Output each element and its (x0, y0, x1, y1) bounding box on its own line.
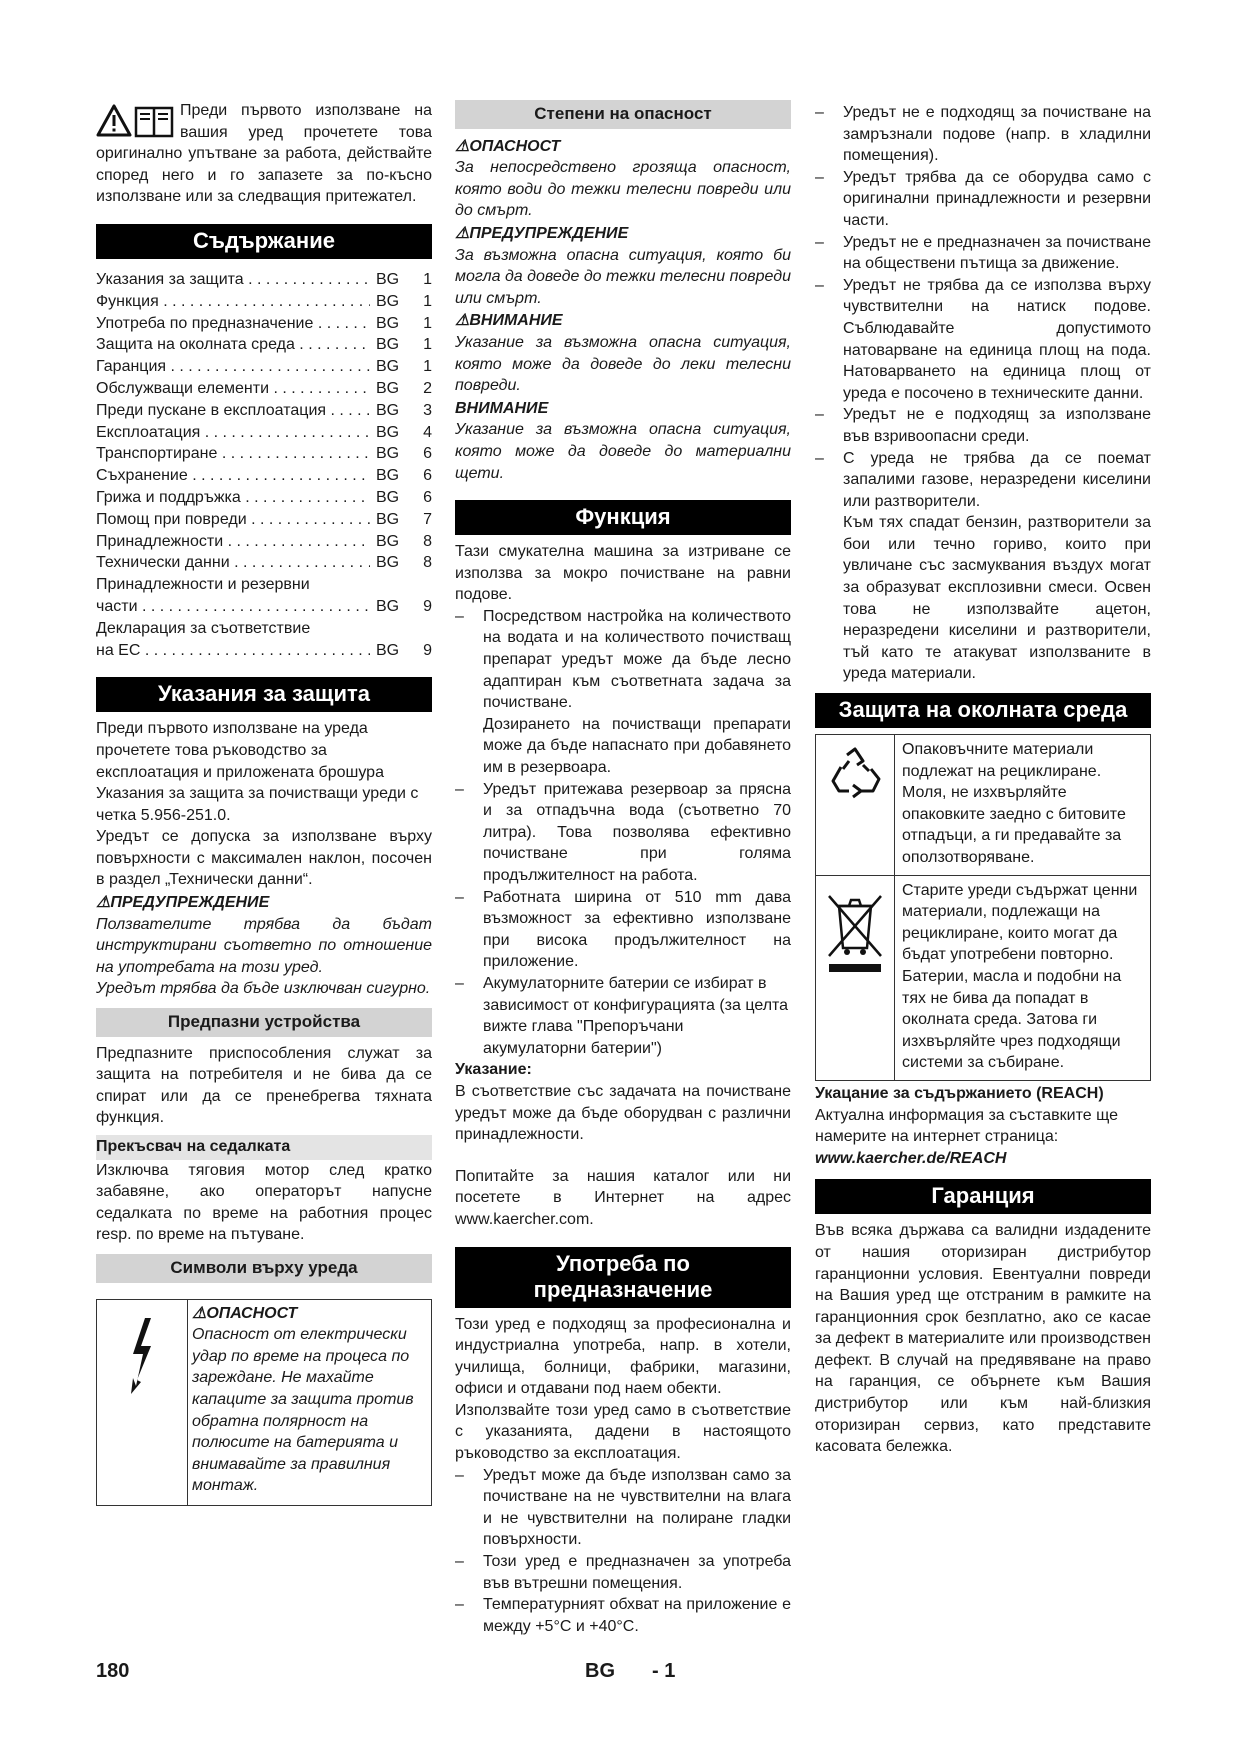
toc-entry-page: 1 (423, 270, 432, 288)
usage-list-1 (455, 1465, 791, 1638)
toc-entry-label: Технически данни . . . (96, 552, 370, 574)
list-item: – Уредът не е подходящ за използване във взривоопасни среди. (815, 404, 1151, 447)
toc-entry-code: BG (370, 487, 406, 509)
warranty-text: Във всяка държава са валидни издадените от нашия оторизиран дистрибутор гаранционни условия. Евентуални повреди на Вашия уред ще отстраним в рамките на гаранционния срок безплатно, ако се касае за дефект в материалите или производствен дефект. В случай на предявяване на право на гаранция, се обърнете към Вашия дистрибутор или към най-близкия оторизиран сервиз, като представите касовата бележка. (815, 1222, 1151, 1456)
toc-entry-code: BG (370, 269, 406, 291)
toc-entry-code: BG (370, 465, 406, 487)
toc-entry-label: Употреба по предназначение . . . (96, 313, 370, 335)
toc-heading: Съдържание (96, 224, 432, 259)
symbols-box (96, 1299, 432, 1506)
old-devices-text: Старите уреди съдържат ценни материали, подлежащи на рециклиране, които могат да бъдат употребени повторно. Батерии, масла и подобни на тях не бива да попадат в околната среда. Затова ги изхвърляйте чрез подходящи системи за събиране. (895, 875, 1151, 1080)
reach-text: Актуална информация за съставките ще намерите на интернет страница: (815, 1106, 1118, 1146)
footer-page: - 1 (652, 1660, 676, 1682)
toc-entry-code: BG (370, 400, 406, 422)
warning-triangle-icon: ⚠ (96, 894, 111, 912)
toc-entry-label: Защита на околната среда . . . (96, 334, 370, 356)
reach-link[interactable]: www.kaercher.de/REACH (815, 1149, 1007, 1167)
function-heading: Функция (455, 500, 791, 535)
manual-book-icon (136, 108, 172, 136)
devices-heading: Предпазни устройства (96, 1008, 432, 1037)
toc-entry[interactable] (96, 400, 432, 422)
toc-entry-code: BG (370, 313, 406, 335)
recycling-icon (823, 745, 887, 809)
toc-entry-label: Транспортиране . . . (96, 443, 370, 465)
toc-entry-label: Гаранция . . . (96, 356, 370, 378)
reach-heading: Укацание за съдържанието (REACH) (815, 1084, 1104, 1102)
toc-entry-page: 6 (423, 467, 432, 485)
danger-level-4: ВНИМАНИЕ Указание за възможна опасна ситуация, която може да доведе до материални щети. (455, 399, 791, 482)
toc-entry-code: BG (370, 443, 406, 465)
usage-heading: Употреба по предназначение (455, 1247, 791, 1308)
list-item: – Уредът трябва да се оборудва само с оригинални принадлежности и резервни части. (815, 167, 1151, 232)
crossed-bin-icon (823, 886, 887, 976)
list-item: – Уредът не е предназначен за почистване на обществени пътища за движение. (815, 232, 1151, 275)
safety-warning-text-1: Ползвателите трябва да бъдат инструктирани съответно по отношение на употребата на този уред. (96, 915, 432, 976)
toc-entry[interactable] (96, 356, 432, 378)
function-intro: Тази смукателна машина за изтриване се използва за мокро почистване на равни подове. (455, 543, 791, 604)
warranty-heading: Гаранция (815, 1179, 1151, 1214)
warning-triangle-icon: ⚠ (455, 312, 470, 330)
list-item: – Акумулаторните батерии се избират в зависимост от конфигурацията (за целта вижте глава "Препоръчани акумулаторни батерии") (455, 973, 791, 1059)
toc-entry-label-line1: Принадлежности и резервни (96, 576, 310, 594)
safety-heading: Указания за защита (96, 677, 432, 712)
environment-table (815, 734, 1151, 1081)
toc-entry[interactable] (96, 443, 432, 465)
list-item: – Уредът притежава резервоар за прясна и за отпадъчна вода (съответно 70 литра). Това позволява ефективно почистване при голяма продължителност на работа. (455, 779, 791, 887)
symbols-danger-text: Опасност от електрически удар по време на процеса по зареждане. Не махайте капаците за защита против обратна полярност на полюсите на батерията и внимавайте за правилния монтаж. (192, 1326, 414, 1495)
list-item: – С уреда не трябва да се поемат запалими газове, неразредени киселини или разтворители. Към тях спадат бензин, разтворители за бои или течно гориво, които при увличане със засмуквания въздух могат за образуват експлозивни смеси. Освен това не използвайте ацетон, неразредени киселини и разтворители, тъй като те атакуват използваните в уреда материали. (815, 448, 1151, 686)
function-catalog: Попитайте за нашия каталог или ни посетете в Интернет на адрес www.kaercher.com. (455, 1167, 791, 1228)
toc-entry-page: 1 (423, 292, 432, 310)
list-item: – Уредът не трябва да се използва върху чувствителни на натиск подове. Съблюдавайте допустимото натоварване на единица площ на пода. Натоварването на единица площ от уреда е посочено в техническите данни. (815, 275, 1151, 405)
toc-list (96, 269, 432, 574)
safety-warning-label: ⚠ПРЕДУПРЕЖДЕНИЕ (96, 894, 270, 912)
function-note-label: Указание: (455, 1061, 532, 1079)
warning-triangle-icon: ⚠ (192, 1304, 207, 1322)
toc-entry-code: BG (370, 422, 406, 444)
lightning-icon (127, 1316, 157, 1396)
intro (96, 100, 432, 208)
toc-entry-label: Указания за защита . . . (96, 269, 370, 291)
toc-entry-page: 1 (423, 358, 432, 376)
toc-entry-code: BG (370, 378, 406, 400)
toc-entry-label: Съхранение . . . (96, 465, 370, 487)
toc-entry-page: 9 (423, 641, 432, 659)
lightning-cell (97, 1300, 188, 1505)
warning-triangle-icon: ⚠ (455, 224, 470, 242)
list-item: – Работната ширина от 510 mm дава възможност за ефективно използване при висока продължителност на приложение. (455, 887, 791, 973)
function-note-text: В съответствие със задачата на почистване уредът може да бъде оборудван с различни принадлежности. (455, 1082, 791, 1144)
toc-entry-page: 8 (423, 532, 432, 550)
toc-entry-label: Експлоатация . . . (96, 422, 370, 444)
toc-entry-label: Грижа и поддръжка . . . (96, 487, 370, 509)
toc-entry-label: Преди пускане в експлоатация . . . (96, 400, 370, 422)
list-item: – Посредством настройка на количеството на водата и на количеството почистващ препарат уредът може да бъде лесно адаптиран към съответната задача за почистване. Дозирането на почистващи препарати може да бъде напаснато при добавянето им в резервоара. (455, 606, 791, 779)
toc-entry-page: 1 (423, 336, 432, 354)
column-3 (815, 102, 1151, 1458)
packaging-text: Опаковъчните материали подлежат на рециклиране. Моля, не изхвърляйте опаковките заедно с битовите отпадъци, а ги предавайте за оползотворяване. (895, 735, 1151, 876)
seat-switch-heading: Прекъсвач на седалката (96, 1135, 432, 1160)
warning-triangle-icon (98, 106, 130, 135)
intro-text: Преди първото използване на вашия уред прочетете това оригинално упътване за работа, действайте според него и го запазете за по-късно използване или за следващия притежател. (96, 102, 432, 206)
toc-entry-code: BG (370, 509, 406, 531)
toc-entry[interactable] (96, 313, 432, 335)
usage-p2: Използвайте този уред само в съответствие с указанията, дадени в настоящото ръководство за експлоатация. (455, 1401, 791, 1463)
danger-level-1: ⚠ОПАСНОСТ За непосредствено грозяща опасност, която води до тежки телесни повреди или до смърт. (455, 137, 791, 220)
safety-warning-text-2: Уредът трябва да бъде изключван сигурно. (96, 980, 431, 998)
toc-entry[interactable] (96, 334, 432, 356)
toc-entry-label-line1: Декларация за съответствие (96, 619, 311, 637)
toc-entry-code: BG (370, 291, 406, 313)
seat-switch-text: Изключва тяговия мотор след кратко забавяне, ако операторът напусне седалката по време на работния процес resp. по време на пътуване. (96, 1161, 432, 1244)
toc-entry[interactable] (96, 422, 432, 444)
danger-level-3: ⚠ВНИМАНИЕ Указание за възможна опасна ситуация, която може да доведе до леки телесни повреди. (455, 312, 791, 395)
column-1 (96, 100, 432, 1506)
toc-entry[interactable] (96, 378, 432, 400)
usage-list-2 (815, 102, 1151, 685)
safety-p1: Преди първото използване на уреда прочетете това ръководство за експлоатация и приложената брошура Указания за защита за почистващи уреди с четка 5.956-251.0. (96, 720, 419, 824)
footer-page-number: 180 (96, 1660, 130, 1682)
footer-language: BG (585, 1660, 615, 1682)
list-item: – Уредът може да бъде използван само за почистване на не чувствителни на влага и не чувствителни на полиране гладки повърхности. (455, 1465, 791, 1551)
intro-icons (96, 102, 176, 142)
devices-text: Предпазните приспособления служат за защита на потребителя и не бива да се спират или да се пренебрегва тяхната функция. (96, 1044, 432, 1127)
toc-entry-code: BG (370, 334, 406, 356)
toc-entry[interactable] (96, 465, 432, 487)
toc-entry-label: Принадлежности . . . (96, 531, 370, 553)
usage-p1: Този уред е подходящ за професионална и индустриална употреба, напр. в хотели, училища, болници, фабрики, магазини, офиси и отдавани под наем обекти. (455, 1315, 791, 1398)
toc-entry[interactable] (96, 618, 432, 662)
function-list (455, 606, 791, 1059)
toc-entry-page: 7 (423, 510, 432, 528)
toc-entry-page: 1 (423, 314, 432, 332)
symbols-heading: Символи върху уреда (96, 1254, 432, 1283)
toc-multi (96, 574, 432, 661)
list-item: – Уредът не е подходящ за почистване на замръзнали подове (напр. в хладилни помещения). (815, 102, 1151, 167)
danger-levels-heading: Степени на опасност (455, 100, 791, 129)
list-item: – Температурният обхват на приложение е между +5°C и +40°C. (455, 1594, 791, 1637)
toc-entry-label: Обслужващи елементи . . . (96, 378, 370, 400)
toc-entry[interactable] (96, 531, 432, 553)
toc-entry-code: BG (370, 552, 406, 574)
warning-triangle-icon: ⚠ (455, 137, 470, 155)
toc-entry-page: 8 (423, 554, 432, 572)
toc-entry-code: BG (370, 596, 406, 618)
toc-entry-label-line2: на ЕС . . . (96, 640, 370, 662)
toc-entry-label: Помощ при повреди . . . (96, 509, 370, 531)
list-item: – Този уред е предназначен за употреба във вътрешни помещения. (455, 1551, 791, 1594)
safety-p2: Уредът се допуска за използване върху повърхности с максимален наклон, посочен в раздел „Технически данни“. (96, 828, 432, 889)
toc-entry-code: BG (370, 640, 406, 662)
toc-entry-label: Функция . . . (96, 291, 370, 313)
toc-entry[interactable] (96, 509, 432, 531)
toc-entry-page: 3 (423, 401, 432, 419)
toc-entry-code: BG (370, 531, 406, 553)
toc-entry-page: 4 (423, 423, 432, 441)
toc-entry[interactable] (96, 291, 432, 313)
toc-entry-page: 2 (423, 379, 432, 397)
symbols-danger-label: ⚠ОПАСНОСТ (192, 1304, 298, 1322)
environment-heading: Защита на околната среда (815, 693, 1151, 728)
column-2 (455, 100, 791, 1637)
toc-entry-page: 6 (423, 445, 432, 463)
toc-entry-page: 9 (423, 597, 432, 615)
toc-entry[interactable] (96, 487, 432, 509)
toc-entry-code: BG (370, 356, 406, 378)
toc-entry-page: 6 (423, 488, 432, 506)
toc-entry[interactable] (96, 269, 432, 291)
toc-entry[interactable] (96, 552, 432, 574)
toc-entry[interactable] (96, 574, 432, 618)
toc-entry-label-line2: части . . . (96, 596, 370, 618)
danger-level-2: ⚠ПРЕДУПРЕЖДЕНИЕ За възможна опасна ситуация, която би могла да доведе до тежки телесни повреди или смърт. (455, 224, 791, 307)
